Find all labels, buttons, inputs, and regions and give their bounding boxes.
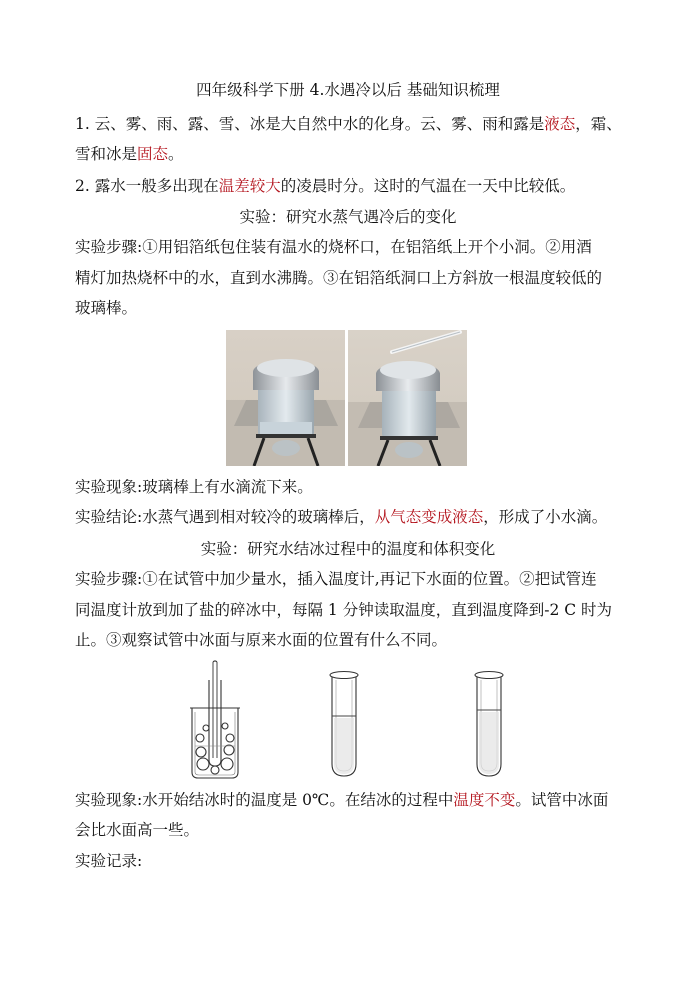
exp1-title: 实验：研究水蒸气遇冷后的变化 [239, 208, 457, 226]
exp1-conclusion-a: 实验结论:水蒸气遇到相对较冷的玻璃棒后， [75, 508, 375, 526]
exp2-step-line-1: 实验步骤:①在试管中加少量水，插入温度计,再记下水面的位置。②把试管连 [75, 570, 597, 588]
p1-solid: 固态 [137, 145, 169, 163]
p1-liquid: 液态 [544, 115, 576, 133]
exp2-phenomenon-cont: 会比水面高一些。 [75, 821, 200, 839]
p1-text-d: 。 [168, 145, 184, 163]
p2-text-b: 的凌晨时分。这时的气温在一天中比较低。 [280, 177, 576, 195]
exp2-record: 实验记录: [75, 852, 143, 870]
exp2-phenomenon [75, 790, 608, 810]
exp2-phenomenon-a: 实验现象:水开始结冰时的温度是 0℃。在结冰的过程中 [75, 791, 454, 809]
p1-text-a: 1. 云、雾、雨、露、雪、冰是大自然中水的化身。云、雾、雨和露是 [75, 115, 545, 133]
paragraph-1 [75, 114, 622, 134]
exp1-conclusion-highlight: 从气态变成液态 [374, 508, 484, 526]
p2-highlight: 温差较大 [218, 177, 281, 195]
p1-text-c: 雪和冰是 [75, 145, 138, 163]
paragraph-2 [75, 176, 575, 196]
exp1-step-line-2: 精灯加热烧杯中的水，直到水沸腾。③在铝箔纸洞口上方斜放一根温度较低的 [75, 269, 603, 287]
page-title: 四年级科学下册 4.水遇冷以后 基础知识梳理 [196, 81, 500, 99]
beaker-ice-illustration [185, 660, 245, 784]
test-tube-water-illustration [327, 670, 361, 786]
p1-text-b: ，霜、 [575, 115, 622, 133]
experiment-photo-2 [348, 330, 467, 466]
exp1-phenomenon: 实验现象:玻璃棒上有水滴流下来。 [75, 478, 313, 496]
exp2-phenomenon-b: 。试管中冰面 [515, 791, 609, 809]
exp1-step-line-3: 玻璃棒。 [75, 299, 138, 317]
experiment-photo-1 [226, 330, 345, 466]
exp1-conclusion [75, 507, 607, 527]
exp2-title: 实验：研究水结冰过程中的温度和体积变化 [200, 540, 496, 558]
exp2-step-line-2: 同温度计放到加了盐的碎冰中，每隔 1 分钟读取温度，直到温度降到-2 C 时为 [75, 601, 613, 619]
exp2-step-line-3: 止。③观察试管中冰面与原来水面的位置有什么不同。 [75, 631, 448, 649]
p2-text-a: 2. 露水一般多出现在 [75, 177, 219, 195]
exp2-phenomenon-highlight: 温度不变 [453, 791, 516, 809]
exp1-step-line-1: 实验步骤:①用铝箔纸包住装有温水的烧杯口，在铝箔纸上开个小洞。②用酒 [75, 238, 592, 256]
exp1-conclusion-b: ，形成了小水滴。 [483, 508, 608, 526]
test-tube-ice-illustration [472, 670, 506, 786]
paragraph-1-cont [75, 144, 184, 164]
